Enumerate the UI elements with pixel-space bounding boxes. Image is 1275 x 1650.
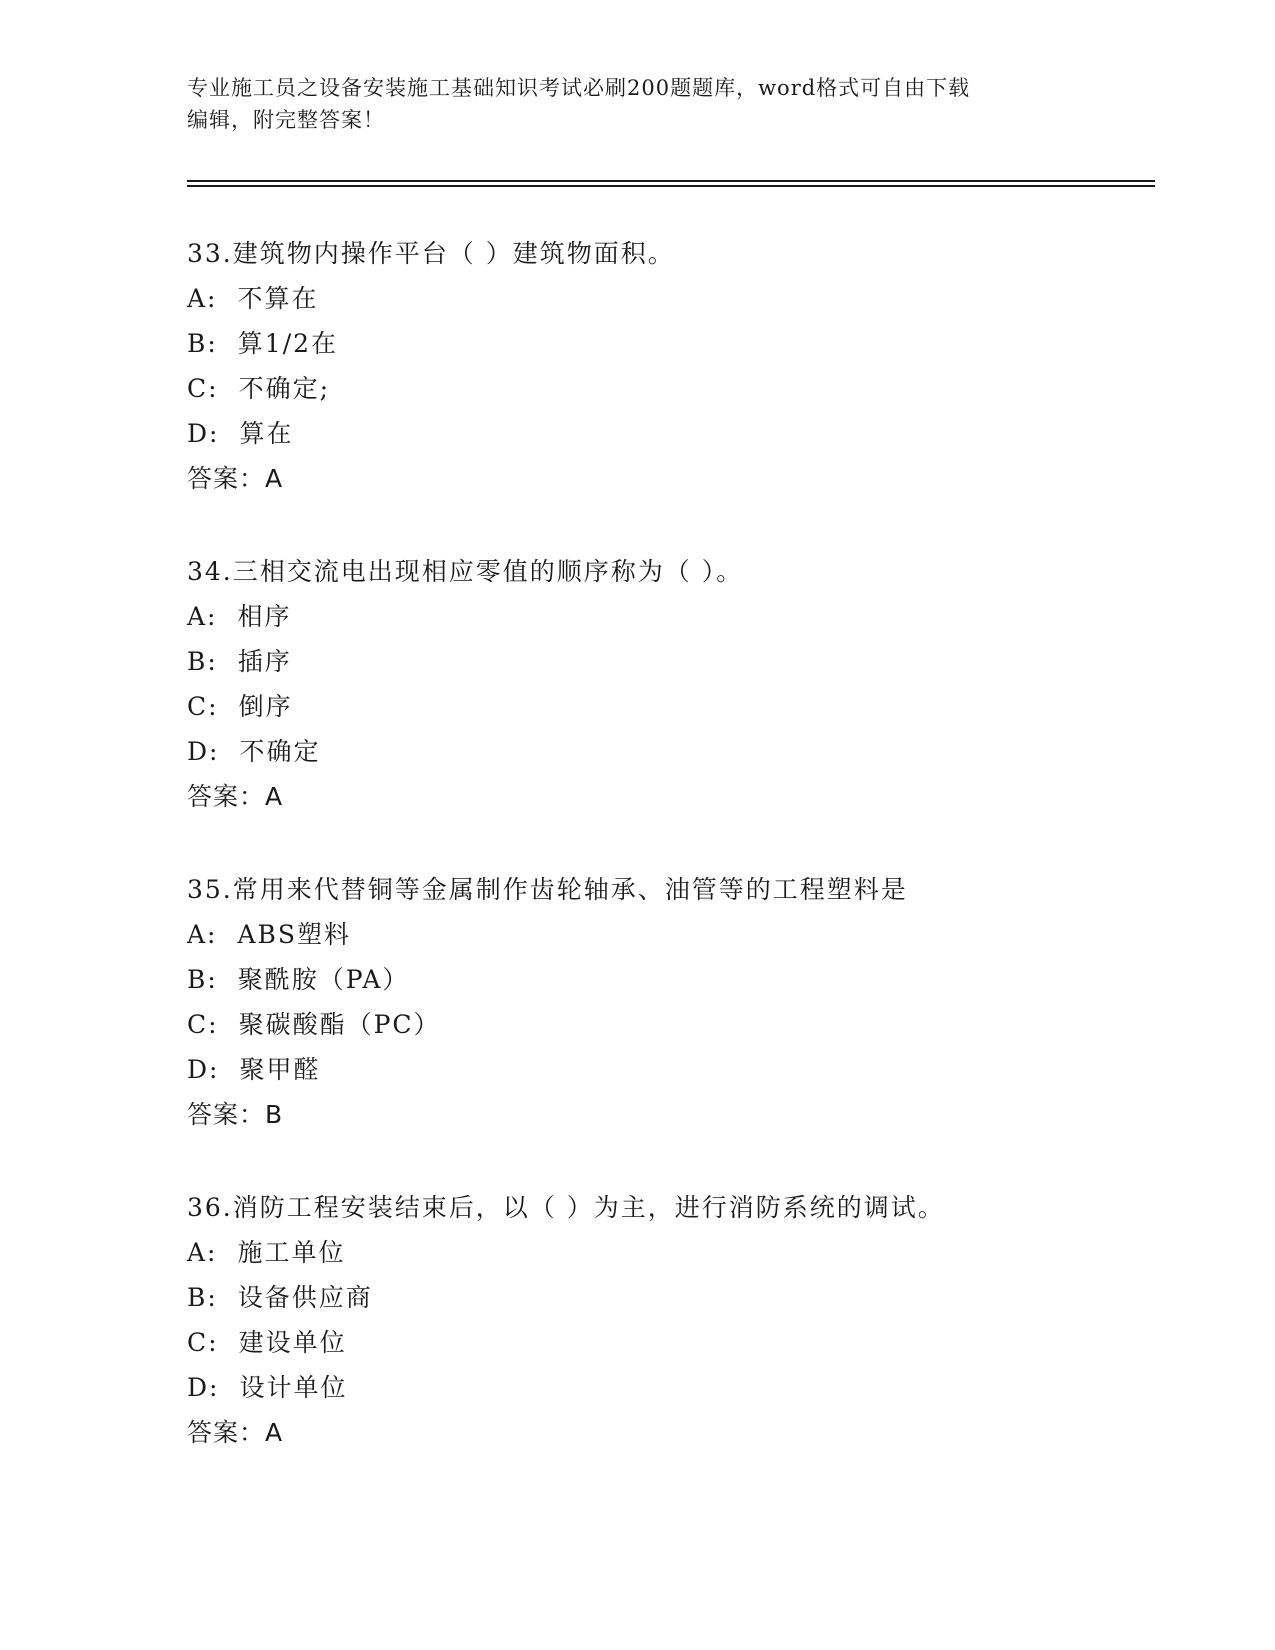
header-divider-top <box>187 180 1155 182</box>
option-key: A: <box>187 1238 218 1267</box>
option-text: 相序 <box>237 602 292 631</box>
option-text: ABS塑料 <box>237 920 352 949</box>
document-header <box>187 72 1087 136</box>
header-divider-bottom <box>187 185 1155 187</box>
option-c <box>187 1002 1147 1047</box>
option-d <box>187 1047 1147 1092</box>
answer-label: 答案： <box>187 464 266 493</box>
option-key: A: <box>187 602 218 631</box>
option-key: B: <box>187 647 218 676</box>
option-c <box>187 366 1147 411</box>
header-line-1: 专业施工员之设备安装施工基础知识考试必刷200题题库，word格式可自由下载 <box>187 76 971 100</box>
option-text: 不确定 <box>239 737 321 766</box>
question-title: 36.消防工程安装结束后，以（ ）为主，进行消防系统的调试。 <box>187 1193 945 1222</box>
option-b <box>187 639 1147 684</box>
option-key: B: <box>187 329 218 358</box>
option-key: B: <box>187 1283 218 1312</box>
option-text: 插序 <box>237 647 292 676</box>
option-key: C: <box>187 1010 219 1039</box>
option-key: D: <box>187 1373 220 1402</box>
option-text: 设备供应商 <box>237 1283 373 1312</box>
option-b <box>187 957 1147 1002</box>
answer <box>187 456 1147 501</box>
question-36 <box>187 1185 1147 1455</box>
option-text: 聚酰胺（PA） <box>237 965 410 994</box>
option-c <box>187 1320 1147 1365</box>
option-c <box>187 684 1147 729</box>
option-text: 不算在 <box>237 284 319 313</box>
option-key: C: <box>187 692 219 721</box>
question-title: 33.建筑物内操作平台（ ）建筑物面积。 <box>187 239 675 268</box>
option-key: B: <box>187 965 218 994</box>
answer-label: 答案： <box>187 1418 266 1447</box>
option-text: 不确定; <box>238 374 330 403</box>
answer-label: 答案： <box>187 1100 266 1129</box>
question-title: 34.三相交流电出现相应零值的顺序称为（ ）。 <box>187 557 744 586</box>
header-line-2: 编辑，附完整答案！ <box>187 108 385 132</box>
answer-value: A <box>265 782 284 811</box>
option-a <box>187 912 1147 957</box>
question-34 <box>187 549 1147 819</box>
option-key: D: <box>187 419 220 448</box>
option-text: 聚碳酸酯（PC） <box>238 1010 441 1039</box>
question-35 <box>187 867 1147 1137</box>
option-b <box>187 321 1147 366</box>
option-text: 设计单位 <box>239 1373 348 1402</box>
answer-value: A <box>265 464 284 493</box>
option-key: A: <box>187 920 218 949</box>
answer <box>187 1092 1147 1137</box>
option-text: 算在 <box>239 419 294 448</box>
option-key: D: <box>187 737 220 766</box>
answer-label: 答案： <box>187 782 266 811</box>
option-text: 倒序 <box>238 692 293 721</box>
answer <box>187 1410 1147 1455</box>
option-key: C: <box>187 374 219 403</box>
answer-value: B <box>265 1100 284 1129</box>
option-a <box>187 1230 1147 1275</box>
option-text: 施工单位 <box>237 1238 346 1267</box>
question-title: 35.常用来代替铜等金属制作齿轮轴承、油管等的工程塑料是 <box>187 875 908 904</box>
option-text: 建设单位 <box>238 1328 347 1357</box>
option-key: C: <box>187 1328 219 1357</box>
question-33 <box>187 231 1147 501</box>
option-d <box>187 411 1147 456</box>
option-d <box>187 729 1147 774</box>
answer-value: A <box>265 1418 284 1447</box>
option-key: D: <box>187 1055 220 1084</box>
option-text: 聚甲醛 <box>239 1055 321 1084</box>
option-b <box>187 1275 1147 1320</box>
answer <box>187 774 1147 819</box>
option-a <box>187 276 1147 321</box>
option-a <box>187 594 1147 639</box>
option-text: 算1/2在 <box>237 329 339 358</box>
option-d <box>187 1365 1147 1410</box>
option-key: A: <box>187 284 218 313</box>
